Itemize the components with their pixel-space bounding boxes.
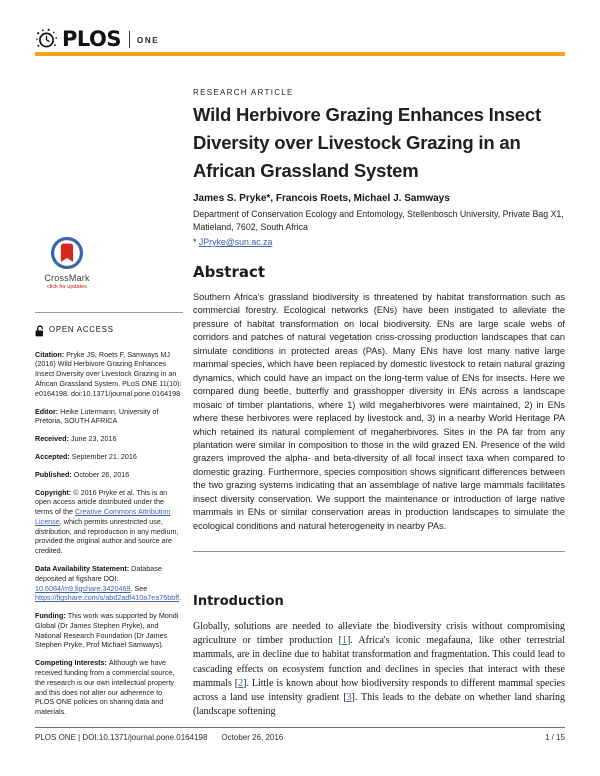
reference-link-1[interactable]: 1 <box>341 635 347 647</box>
reference-link-2[interactable]: 2 <box>238 677 244 689</box>
page-footer <box>35 733 565 742</box>
crossmark-title: CrossMark <box>44 273 90 283</box>
corresponding-email-line <box>193 237 272 247</box>
citation-note <box>35 350 183 399</box>
footer-left <box>35 733 283 742</box>
email-marker: * <box>193 237 199 247</box>
copyright-note <box>35 488 183 556</box>
editor-text: Heike Lutermann, University of Pretoria, SOUTH AFRICA <box>35 406 159 426</box>
article-title: Wild Herbivore Grazing Enhances Insect Diversity over Livestock Grazing in an African Grassland System <box>193 104 541 181</box>
figshare-doi-link[interactable]: 10.6084/m9.figshare.3420469 <box>35 583 131 593</box>
author-list: James S. Pryke*, Francois Roets, Michael J. Samways <box>193 193 450 204</box>
received-note <box>35 434 183 444</box>
accepted-label: Accepted: <box>35 451 72 461</box>
data-availability-after: . <box>179 593 182 603</box>
introduction-heading: Introduction <box>193 594 284 609</box>
competing-interests-label: Competing Interests: <box>35 658 109 668</box>
footer-journal-doi: PLOS ONE | DOI:10.1371/journal.pone.0164198 <box>35 733 208 742</box>
article-meta-sidebar <box>35 236 183 725</box>
copyright-label: Copyright: <box>35 487 74 497</box>
header-accent-rule <box>35 52 565 56</box>
received-date: June 23, 2016 <box>70 434 117 444</box>
abstract-text: Southern Africa's grassland biodiversity is threatened by habitat transformation such as commercial forestry. Ecological networks (ENs) have been instigated to alleviate the pressure of habitat transformation on local biodiversity. ENs are large scale webs of corridors and patches of natural vegetation criss-crossing production landscapes that can simulate conditions in protected areas (PAs). Many ENs have lost many native large mammal species, which have been replaced by domestic livestock to retain natural grazing dynamics, which could have an impact on the long-term value of ENs for insects. Here we compared dung beetle, butterfly and grasshopper diversity in ENs across a landscape mosaic of timber plantations, where 1) wild megaherbivores were maintained, 2) in ENs where these herbivores were replaced by livestock and, 3) in a nearby World Heritage PA which retained its natural complement of megaherbivores. Sites in the PA far from any plantation were similar in composition to those in the wild grazed EN. Presence of the wild grazers improved the alpha- and beta-diversity of all focal insect taxa when compared to domestic grazing. Furthermore, species composition shows significant differences between the two grazing systems indicating that an assemblage of native large mammals facilitates insect diversity conservation. We support the maintenance or introduction of large native mammals in ENs or similar conservation areas in production landscapes to simulate the ecological conditions and natural heterogeneity in nearby PAs. <box>193 292 565 531</box>
accepted-note <box>35 452 183 462</box>
article-type-label: RESEARCH ARTICLE <box>193 88 294 97</box>
brand-divider <box>129 31 130 48</box>
funding-label: Funding: <box>35 611 68 621</box>
citation-label: Citation: <box>35 349 67 359</box>
funding-text: This work was supported by Mondi Global (Dr James Stephen Pryke), and National Research Foundation (Dr James Stephen Pryke, Prof Michael Samways). <box>35 611 179 650</box>
crossmark-logo-icon[interactable] <box>50 236 84 270</box>
abstract-heading: Abstract <box>193 263 266 281</box>
crossmark-badge[interactable] <box>37 236 97 292</box>
introduction-text <box>193 620 565 719</box>
data-availability-label: Data Availability Statement: <box>35 563 132 573</box>
citation-text: Pryke JS, Roets F, Samways MJ (2016) Wild Herbivore Grazing Enhances Insect Diversity over Livestock Grazing in an African Grassland System. PLoS ONE 11(10): e0164198. doi:10.1371/journal.pone.0164198 <box>35 349 182 398</box>
copyright-text-before: © 2016 Pryke et al. This is an open access article distributed under the terms of the <box>35 487 168 517</box>
editor-label: Editor: <box>35 406 61 416</box>
cc-license-link[interactable]: Creative Commons Attribution License <box>35 507 171 526</box>
sidebar-divider <box>35 312 183 313</box>
data-availability-middle: . See <box>130 583 148 593</box>
journal-edition: ONE <box>137 35 160 45</box>
data-availability-note <box>35 564 183 603</box>
intro-paragraph-part: ]. This leads to the debate on whether land sharing (landscape softening <box>193 692 566 718</box>
footer-divider <box>35 727 565 728</box>
intro-paragraph-part: ]. Africa's iconic megafauna, like other terrestrial mammals, are in decline due to habitat transformation and fragmentation. This could lead to cascading effects on ecosystem function and declines in species that interact with these mammals [ <box>193 635 565 689</box>
reference-link-3[interactable]: 3 <box>346 692 352 704</box>
plos-logo-icon <box>35 27 59 51</box>
figshare-url-link[interactable]: https://figshare.com/s/abd2adf410a7ea75bbff <box>35 593 180 603</box>
corresponding-email-link[interactable]: JPryke@sun.ac.za <box>198 237 273 247</box>
accepted-date: September 21, 2016 <box>71 451 137 461</box>
footer-page-number: 1 / 15 <box>544 733 565 742</box>
abstract-divider <box>193 551 565 552</box>
editor-note <box>35 407 183 427</box>
competing-interests-note <box>35 658 183 717</box>
journal-brand <box>35 26 159 52</box>
crossmark-subtitle[interactable]: click for updates <box>47 284 87 291</box>
open-access-label: OPEN ACCESS <box>49 325 114 335</box>
published-note <box>35 470 183 480</box>
open-access-row <box>35 325 183 337</box>
funding-note <box>35 611 183 650</box>
published-date: October 26, 2016 <box>73 469 130 479</box>
affiliation-text: Department of Conservation Ecology and Entomology, Stellenbosch University, Private Bag X1, Matieland, 7602, South Africa <box>193 209 564 232</box>
journal-name: PLOS <box>62 27 122 51</box>
competing-interests-text: Although we have received funding from a commercial source, the research is our own intellectual property and this does not alter our adherence to PLOS ONE policies on sharing data and materials. <box>35 658 175 717</box>
open-lock-icon <box>35 325 45 337</box>
data-availability-text: Database deposited at figshare DOI: <box>35 563 162 583</box>
received-label: Received: <box>35 434 71 444</box>
intro-paragraph-part: Globally, solutions are needed to alleviate the biodiversity crisis without compromising agriculture or timber production [ <box>193 621 565 647</box>
published-label: Published: <box>35 469 74 479</box>
copyright-text-after: , which permits unrestricted use, distribution, and reproduction in any medium, provided the original author and source are credited. <box>35 516 179 556</box>
intro-paragraph-part: ]. Little is known about how biodiversity responds to different mammal species across a land use intensity gradient [ <box>193 677 565 704</box>
footer-date: October 26, 2016 <box>221 733 284 742</box>
